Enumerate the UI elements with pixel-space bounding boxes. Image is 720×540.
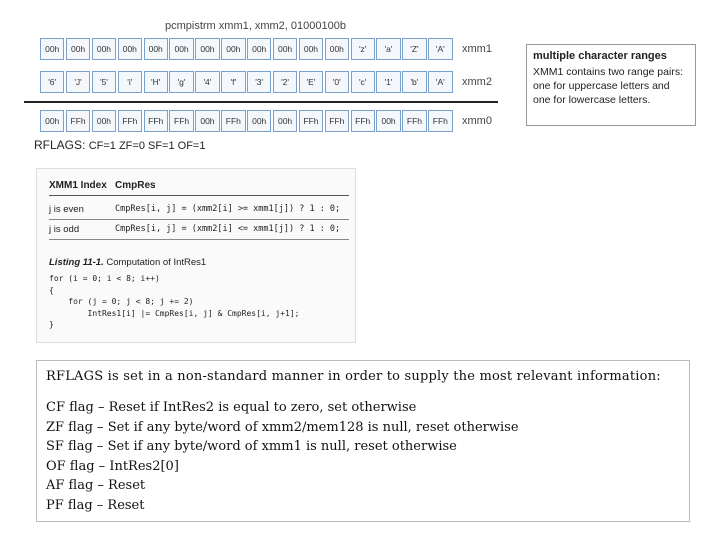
register-byte-cell: FFh (221, 110, 245, 132)
register-byte-cell: 00h (273, 38, 297, 60)
register-byte-cell: 'A' (428, 38, 452, 60)
register-byte-cell: 'z' (351, 38, 375, 60)
register-byte-cell: 00h (169, 38, 193, 60)
register-byte-cell: '3' (247, 71, 271, 93)
register-byte-cell: 00h (195, 110, 219, 132)
register-byte-cell: FFh (325, 110, 349, 132)
row-index: j is odd (49, 223, 80, 235)
rflags-label: RFLAGS: (34, 138, 86, 152)
listing-label: Listing 11-1. (49, 257, 104, 268)
register-byte-cell: FFh (402, 110, 426, 132)
xmm0-label: xmm0 (462, 115, 492, 127)
register-byte-cell: '6' (40, 71, 64, 93)
description-line: OF flag – IntRes2[0] (46, 458, 179, 474)
register-byte-cell: 00h (118, 38, 142, 60)
register-byte-cell: 00h (247, 110, 271, 132)
description-line: PF flag – Reset (46, 497, 145, 513)
callout-body: XMM1 contains two range pairs: one for uppercase letters and one for lowercase letters. (533, 66, 683, 106)
divider-line (24, 101, 498, 103)
register-byte-cell: 'H' (144, 71, 168, 93)
register-byte-cell: FFh (169, 110, 193, 132)
register-byte-cell: 'f' (221, 71, 245, 93)
callout-box (526, 44, 696, 126)
register-byte-cell: '5' (92, 71, 116, 93)
description-line: CF flag – Reset if IntRes2 is equal to zero, set otherwise (46, 400, 417, 415)
register-byte-cell: 00h (221, 38, 245, 60)
table-header (49, 175, 349, 196)
rflags-description (36, 360, 690, 522)
table-row (49, 219, 349, 240)
xmm1-register-row (40, 38, 454, 60)
register-byte-cell: '4' (195, 71, 219, 93)
register-byte-cell: FFh (118, 110, 142, 132)
register-byte-cell: 00h (40, 38, 64, 60)
row-expression: CmpRes[i, j] = (xmm2[i] >= xmm1[j]) ? 1 : 0; (115, 204, 341, 214)
register-byte-cell: 00h (92, 110, 116, 132)
description-line: AF flag – Reset (46, 478, 146, 493)
register-byte-cell: 'b' (402, 71, 426, 93)
register-byte-cell: 00h (144, 38, 168, 60)
listing-code: for (i = 0; i < 8; i++) { for (j = 0; j < 8; j += 2) IntRes1[i] |= CmpRes[i, j] & CmpRes[i, j+1]; } (49, 274, 300, 329)
register-byte-cell: 00h (247, 38, 271, 60)
register-byte-cell: 'E' (299, 71, 323, 93)
listing-caption (49, 257, 206, 268)
xmm2-register-row (40, 71, 454, 93)
register-byte-cell: FFh (299, 110, 323, 132)
register-byte-cell: 00h (66, 38, 90, 60)
register-byte-cell: 00h (376, 110, 400, 132)
row-index: j is even (49, 203, 84, 215)
rflags-values: CF=1 ZF=0 SF=1 OF=1 (88, 140, 206, 152)
register-byte-cell: 'c' (351, 71, 375, 93)
description-line: ZF flag – Set if any byte/word of xmm2/mem128 is null, reset otherwise (46, 419, 519, 435)
xmm2-label: xmm2 (462, 76, 492, 88)
register-byte-cell: '0' (325, 71, 349, 93)
register-byte-cell: '1' (376, 71, 400, 93)
description-line: SF flag – Set if any byte/word of xmm1 is null, reset otherwise (46, 439, 457, 454)
register-byte-cell: 'i' (118, 71, 142, 93)
register-byte-cell: FFh (66, 110, 90, 132)
callout-heading: multiple character ranges (533, 50, 667, 62)
description-heading: RFLAGS is set in a non-standard manner in order to supply the most relevant information: (46, 369, 661, 384)
register-byte-cell: 00h (92, 38, 116, 60)
register-byte-cell: 00h (40, 110, 64, 132)
register-byte-cell: 00h (325, 38, 349, 60)
table-row (49, 199, 349, 220)
instruction-title: pcmpistrm xmm1, xmm2, 01000100b (165, 20, 346, 32)
register-byte-cell: 'g' (169, 71, 193, 93)
register-byte-cell: FFh (351, 110, 375, 132)
row-expression: CmpRes[i, j] = (xmm2[i] <= xmm1[j]) ? 1 : 0; (115, 224, 341, 234)
header-xmm1-index: XMM1 Index (49, 179, 107, 191)
header-cmpres: CmpRes (115, 179, 156, 191)
register-byte-cell: '2' (273, 71, 297, 93)
register-byte-cell: 'Z' (402, 38, 426, 60)
register-byte-cell: 'J' (66, 71, 90, 93)
xmm0-register-row (40, 110, 454, 132)
register-byte-cell: 00h (273, 110, 297, 132)
listing-title: Computation of IntRes1 (106, 257, 207, 268)
register-byte-cell: FFh (428, 110, 452, 132)
xmm1-label: xmm1 (462, 43, 492, 55)
rflags-result (34, 138, 205, 152)
register-byte-cell: 'a' (376, 38, 400, 60)
register-byte-cell: 00h (299, 38, 323, 60)
register-byte-cell: 00h (195, 38, 219, 60)
register-byte-cell: FFh (144, 110, 168, 132)
register-byte-cell: 'A' (428, 71, 452, 93)
cmpres-table-figure (36, 168, 356, 343)
